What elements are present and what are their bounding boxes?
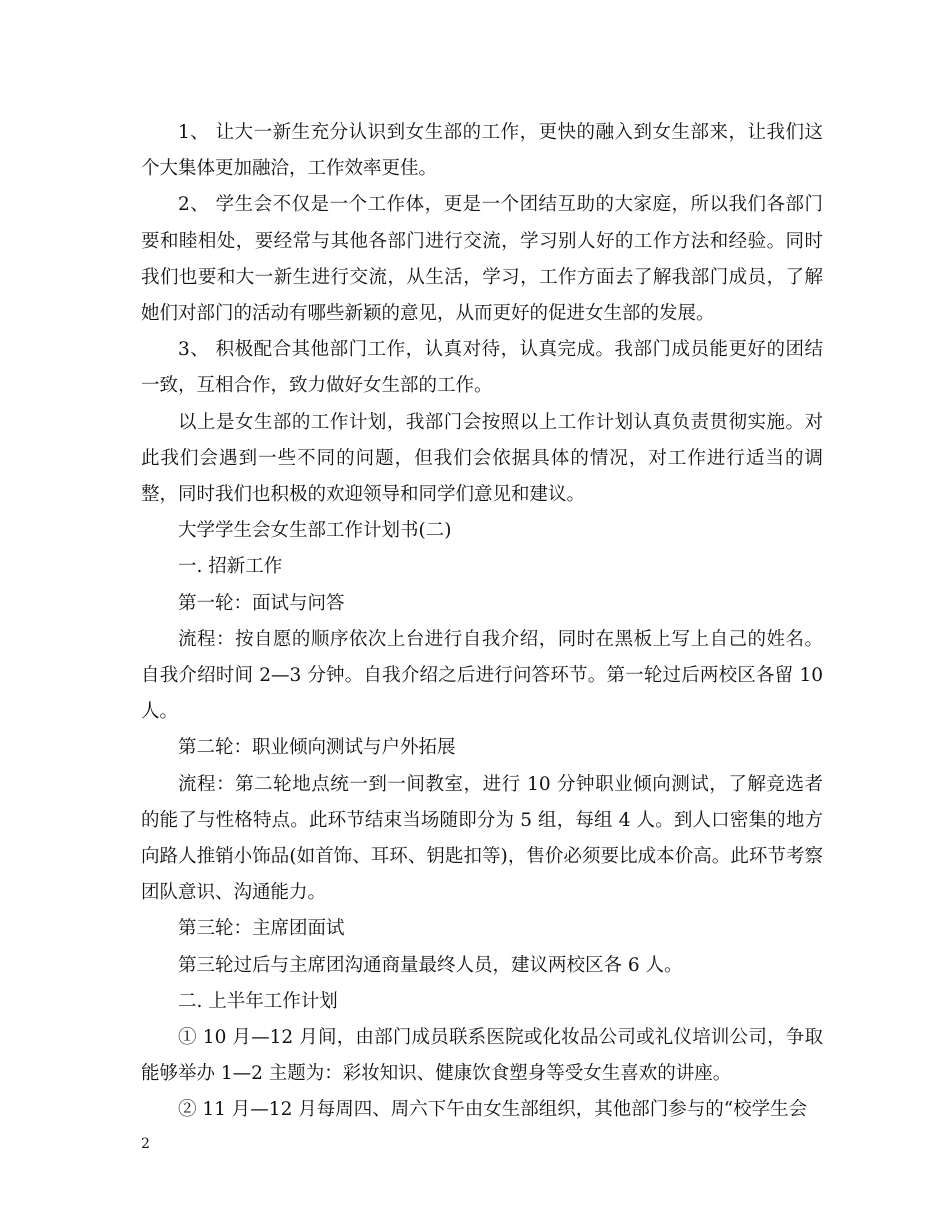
heading-recruitment: 一. 招新工作 <box>178 556 283 578</box>
heading-round-1: 第一轮：面试与问答 <box>178 592 345 614</box>
paragraph-goal-2: 2、 学生会不仅是一个工作体，更是一个团结互助的大家庭，所以我们各部门要和睦相处，要经常与其他各部门进行交流，学习别人好的工作方法和经验。同时我们也要和大一新生进行交流，从生活，学习，工作方面去了解我部门成员，了解她们对部门的活动有哪些新颖的意见，从而更好的促进女生部的发展。 <box>141 194 823 325</box>
paragraph-goal-1: 1、 让大一新生充分认识到女生部的工作，更快的融入到女生部来，让我们这个大集体更加融洽，工作效率更佳。 <box>141 122 823 180</box>
heading-first-half-plan: 二. 上半年工作计划 <box>178 990 338 1012</box>
heading-round-2: 第二轮：职业倾向测试与户外拓展 <box>178 737 456 759</box>
paragraph-plan-item-1: ① 10 月—12 月间，由部门成员联系医院或化妆品公司或礼仪培训公司，争取能够举办 1—2 主题为：彩妆知识、健康饮食塑身等受女生喜欢的讲座。 <box>141 1027 823 1085</box>
paragraph-round-1-process: 流程：按自愿的顺序依次上台进行自我介绍，同时在黑板上写上自己的姓名。自我介绍时间 2—3 分钟。自我介绍之后进行问答环节。第一轮过后两校区各留 10 人。 <box>141 628 823 723</box>
paragraph-summary: 以上是女生部的工作计划，我部门会按照以上工作计划认真负责贯彻实施。对此我们会遇到一些不同的问题，但我们会依据具体的情况，对工作进行适当的调整，同时我们也积极的欢迎领导和同学们意见和建议。 <box>141 411 823 506</box>
heading-round-3: 第三轮：主席团面试 <box>178 918 345 940</box>
document-body <box>141 115 823 1129</box>
page-number: 2 <box>141 1136 150 1152</box>
paragraph-goal-3: 3、 积极配合其他部门工作，认真对待，认真完成。我部门成员能更好的团结一致，互相合作，致力做好女生部的工作。 <box>141 339 823 397</box>
section-title: 大学学生会女生部工作计划书(二) <box>178 520 452 542</box>
paragraph-round-2-process: 流程：第二轮地点统一到一间教室，进行 10 分钟职业倾向测试，了解竞选者的能了与性格特点。此环节结束当场随即分为 5 组，每组 4 人。到人口密集的地方向路人推销小饰品(如首饰、耳环、钥匙扣等)，售价必须要比成本价高。此环节考察团队意识、沟通能力。 <box>141 773 823 904</box>
paragraph-plan-item-2: ② 11 月—12 月每周四、周六下午由女生部组织，其他部门参与的“校学生会 <box>178 1099 808 1121</box>
paragraph-round-3-process: 第三轮过后与主席团沟通商量最终人员，建议两校区各 6 人。 <box>178 954 683 976</box>
